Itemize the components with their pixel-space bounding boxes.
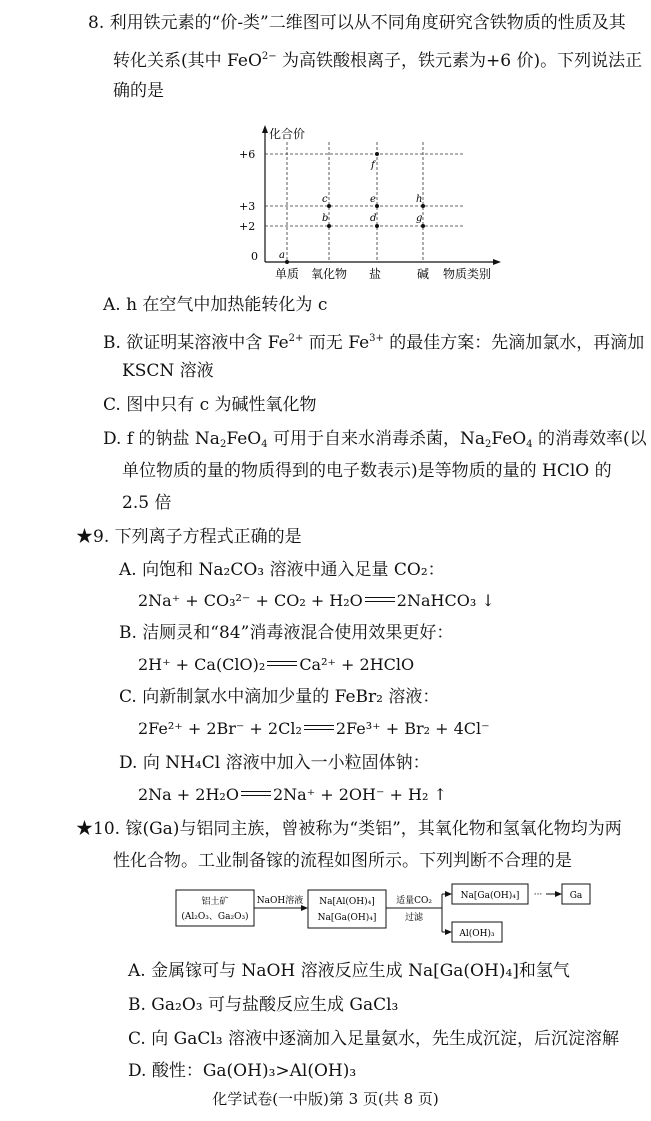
flow-bauxite: 铝土矿 <box>201 897 229 907</box>
q10-option-b: B. Ga₂O₃ 可与盐酸反应生成 GaCl₃ <box>128 995 399 1015</box>
flow-naoh-solution: NaOH溶液 <box>256 896 304 906</box>
q9-option-b: B. 洁厕灵和“84”消毒液混合使用效果更好： <box>119 623 454 643</box>
point-g <box>421 224 425 228</box>
q10-stem-line2: 性化合物。工业制备镓的流程如图所示。下列判断不合理的是 <box>113 851 572 871</box>
q8-option-b-line1: B. 欲证明某溶液中含 $Fe^{2+}$ 而无 $Fe^{3+}$ 的最佳方案：先滴加氯水，再滴加 <box>103 333 645 353</box>
valence-class-chart <box>225 122 515 280</box>
xcat-element: 单质 <box>275 267 300 280</box>
q10-stem-line1: ★10. 镓(Ga)与铝同主族，曾被称为“类铝”，其氧化物和氢氧化物均为两 <box>76 819 622 839</box>
ytick-plus2: +2 <box>239 220 256 233</box>
label-g: g <box>416 213 423 224</box>
q9-option-a: A. 向饱和 Na₂CO₃ 溶液中通入足量 CO₂： <box>119 560 445 580</box>
q9-equation-b: 2H⁺ + Ca(ClO)₂ Ca²⁺ + 2HClO <box>138 655 415 674</box>
flow-al-oh3: Al(OH)₃ <box>459 929 495 939</box>
point-d <box>375 224 379 228</box>
flow-co2: 适量CO₂ <box>396 896 432 906</box>
flow-filter: 过滤 <box>404 913 424 923</box>
label-h: h <box>416 194 423 205</box>
ytick-0: 0 <box>251 250 258 263</box>
q10-option-c: C. 向 GaCl₃ 溶液中逐滴加入足量氨水，先生成沉淀，后沉淀溶解 <box>128 1029 619 1049</box>
q10-option-d: D. 酸性：Ga(OH)₃>Al(OH)₃ <box>128 1061 357 1081</box>
xcat-base: 碱 <box>417 267 430 280</box>
point-b <box>327 224 331 228</box>
q9-option-c: C. 向新制氯水中滴加少量的 FeBr₂ 溶液： <box>119 687 440 707</box>
flow-gallium: Ga <box>569 891 583 901</box>
flow-na-ga-oh4-solution: Na[Ga(OH)₄] <box>460 891 520 901</box>
ytick-plus6: +6 <box>239 148 256 161</box>
label-c: c <box>322 194 328 205</box>
q9-equation-c: 2Fe²⁺ + 2Br⁻ + 2Cl₂ 2Fe³⁺ + Br₂ + 4Cl⁻ <box>138 719 490 738</box>
xcat-salt: 盐 <box>369 267 382 280</box>
label-f: f <box>371 160 375 171</box>
point-f <box>375 152 379 156</box>
label-e: e <box>370 194 376 205</box>
gallium-process-flowchart <box>170 880 600 950</box>
page-footer: 化学试卷(一中版)第 3 页(共 8 页) <box>212 1090 439 1108</box>
q8-option-d-line1: D. f 的钠盐 $Na_2FeO_4$ 可用于自来水消毒杀菌，$Na_2FeO_4$ 的消毒效率(以 <box>103 429 647 450</box>
label-d: d <box>370 213 377 224</box>
flow-bauxite-composition: (Al₂O₃、Ga₂O₃) <box>181 912 249 922</box>
q8-option-d-line2: 单位物质的量的物质得到的电子数表示)是等物质的量的 HClO 的 <box>122 461 612 481</box>
q8-option-b-line2: KSCN 溶液 <box>122 361 214 381</box>
flow-ellipsis: ··· <box>533 890 543 900</box>
xcat-oxide: 氧化物 <box>311 267 348 280</box>
q8-option-c: C. 图中只有 c 为碱性氧化物 <box>103 395 317 415</box>
label-b: b <box>322 213 329 224</box>
label-a: a <box>279 250 285 261</box>
flow-na-al-oh4: Na[Al(OH)₄] <box>319 897 375 907</box>
q8-option-a: A. h 在空气中加热能转化为 c <box>103 295 328 315</box>
point-a <box>285 260 289 264</box>
q8-stem-line2: 转化关系(其中 FeO$^{2-}$ 为高铁酸根离子，铁元素为+6 价)。下列说法正 <box>113 51 643 71</box>
q9-equation-a: 2Na⁺ + CO₃²⁻ + CO₂ + H₂O 2NaHCO₃ ↓ <box>138 591 495 610</box>
chart-ylabel: 化合价 <box>269 127 306 141</box>
q10-option-a: A. 金属镓可与 NaOH 溶液反应生成 Na[Ga(OH)₄]和氢气 <box>128 961 570 981</box>
ytick-plus3: +3 <box>239 200 256 213</box>
q8-stem-line3: 确的是 <box>113 81 164 101</box>
q9-option-d: D. 向 NH₄Cl 溶液中加入一小粒固体钠： <box>119 753 430 773</box>
q9-equation-d: 2Na + 2H₂O 2Na⁺ + 2OH⁻ + H₂ ↑ <box>138 785 447 804</box>
flow-na-ga-oh4: Na[Ga(OH)₄] <box>317 913 377 923</box>
q8-option-d-line3: 2.5 倍 <box>122 493 172 513</box>
chart-xlabel: 物质类别 <box>443 267 492 280</box>
q9-stem: ★9. 下列离子方程式正确的是 <box>76 527 302 547</box>
q8-stem-line1: 8. 利用铁元素的“价-类”二维图可以从不同角度研究含铁物质的性质及其 <box>88 13 626 33</box>
